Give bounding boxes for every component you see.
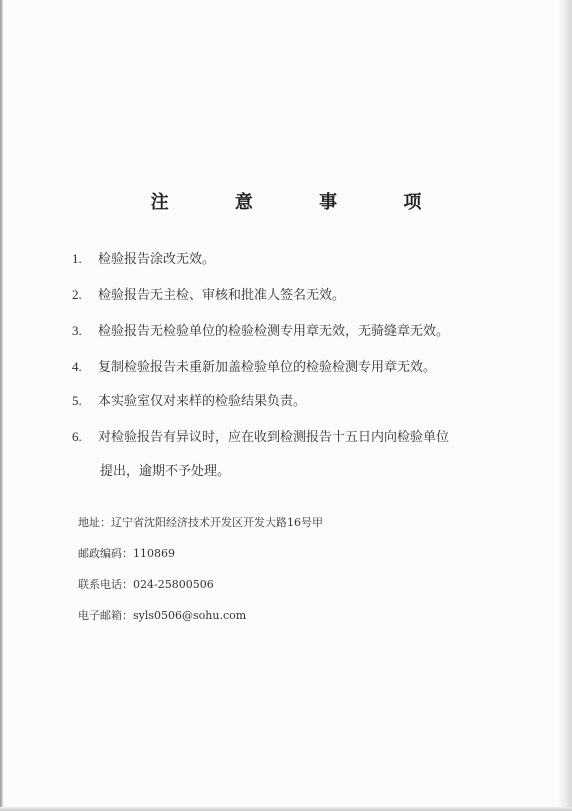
item-number: 2. (72, 287, 82, 302)
item-number: 3. (72, 323, 82, 338)
list-item-continuation: 提出，逾期不予处理。 (100, 464, 231, 479)
list-item (72, 426, 449, 445)
contact-postcode: 邮政编码：110869 (78, 547, 175, 560)
item-text: 对检验报告有异议时，应在收到检测报告十五日内向检验单位 (98, 430, 450, 445)
item-number: 5. (72, 393, 82, 408)
item-number: 1. (72, 251, 82, 266)
item-text: 检验报告涂改无效。 (98, 252, 216, 267)
item-text: 本实验室仅对来样的检验结果负责。 (98, 394, 307, 409)
item-text: 复制检验报告未重新加盖检验单位的检验检测专用章无效。 (98, 360, 437, 375)
page-left-edge (0, 0, 3, 811)
list-item (72, 248, 215, 267)
list-item (72, 356, 436, 375)
contact-address: 地址：辽宁省沈阳经济技术开发区开发大路16号甲 (78, 516, 323, 529)
item-text: 检验报告无主检、审核和批准人签名无效。 (98, 288, 346, 303)
list-item (72, 390, 306, 409)
list-item (72, 320, 449, 339)
item-number: 6. (72, 429, 82, 444)
contact-email: 电子邮箱：syls0506@sohu.com (78, 609, 247, 622)
contact-phone: 联系电话：024-25800506 (78, 578, 214, 591)
item-text: 检验报告无检验单位的检验检测专用章无效，无骑缝章无效。 (98, 324, 450, 339)
list-item (72, 284, 345, 303)
page-right-edge (558, 0, 572, 811)
page-bottom-edge (0, 807, 572, 811)
item-number: 4. (72, 359, 82, 374)
page-title: 注 意 事 项 (150, 192, 452, 213)
